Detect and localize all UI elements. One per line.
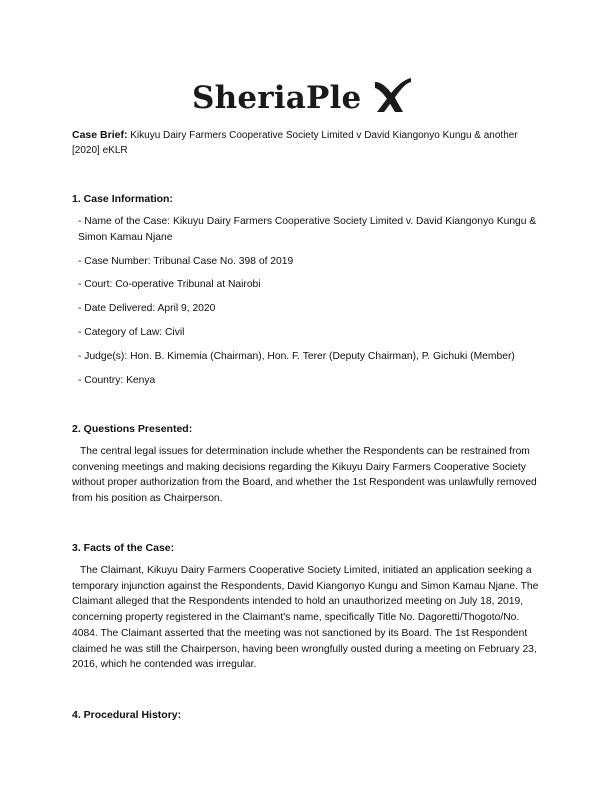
case-brief-title [72, 128, 542, 158]
logo-wordmark: SheriaPle [192, 80, 362, 116]
case-info-number: - Case Number: Tribunal Case No. 398 of 2019 [78, 256, 294, 267]
sheriaplex-logo [192, 74, 416, 120]
section-heading-case-information: 1. Case Information: [72, 193, 173, 205]
case-info-category: - Category of Law: Civil [78, 327, 185, 338]
section-heading-facts: 3. Facts of the Case: [72, 542, 175, 554]
case-info-judges: - Judge(s): Hon. B. Kimemia (Chairman), Hon. F. Terer (Deputy Chairman), P. Gichuki (Member) [78, 351, 515, 362]
case-brief-label: Case Brief: [72, 129, 128, 141]
case-brief-text: Kikuyu Dairy Farmers Cooperative Society Limited v David Kiangonyo Kungu & another [2020] eKLR [72, 130, 518, 156]
x-swoosh-icon [373, 76, 413, 116]
facts-paragraph: The Claimant, Kikuyu Dairy Farmers Cooperative Society Limited, initiated an application seeking a temporary injunction against the Respondents, David Kiangonyo Kungu and Simon Kamau Njane. The Claimant alleged that the Respondents intended to hold an unauthorized meeting on July 18, 2019, concerning property registered in the Claimant's name, specifically Title No. Dagoretti/Thogoto/No. 4084. The Claimant asserted that the meeting was not sanctioned by its Board. The 1st Respondent claimed he was still the Chairperson, having been wrongfully ousted during a meeting on February 23, 2016, which he contended was irregular. [72, 565, 539, 671]
section-heading-procedural-history: 4. Procedural History: [72, 709, 182, 721]
case-info-name: - Name of the Case: Kikuyu Dairy Farmers Cooperative Society Limited v. David Kiangonyo Kungu & Simon Kamau Njane [78, 216, 537, 243]
case-info-country: - Country: Kenya [78, 375, 156, 386]
case-info-date: - Date Delivered: April 9, 2020 [78, 303, 216, 314]
questions-paragraph: The central legal issues for determination include whether the Respondents can be restrained from convening meetings and making decisions regarding the Kikuyu Dairy Farmers Cooperative Society without proper authorization from the Board, and whether the 1st Respondent was unlawfully removed from his position as Chairperson. [72, 446, 537, 505]
case-info-court: - Court: Co-operative Tribunal at Nairobi [78, 279, 261, 290]
section-heading-questions: 2. Questions Presented: [72, 423, 193, 435]
